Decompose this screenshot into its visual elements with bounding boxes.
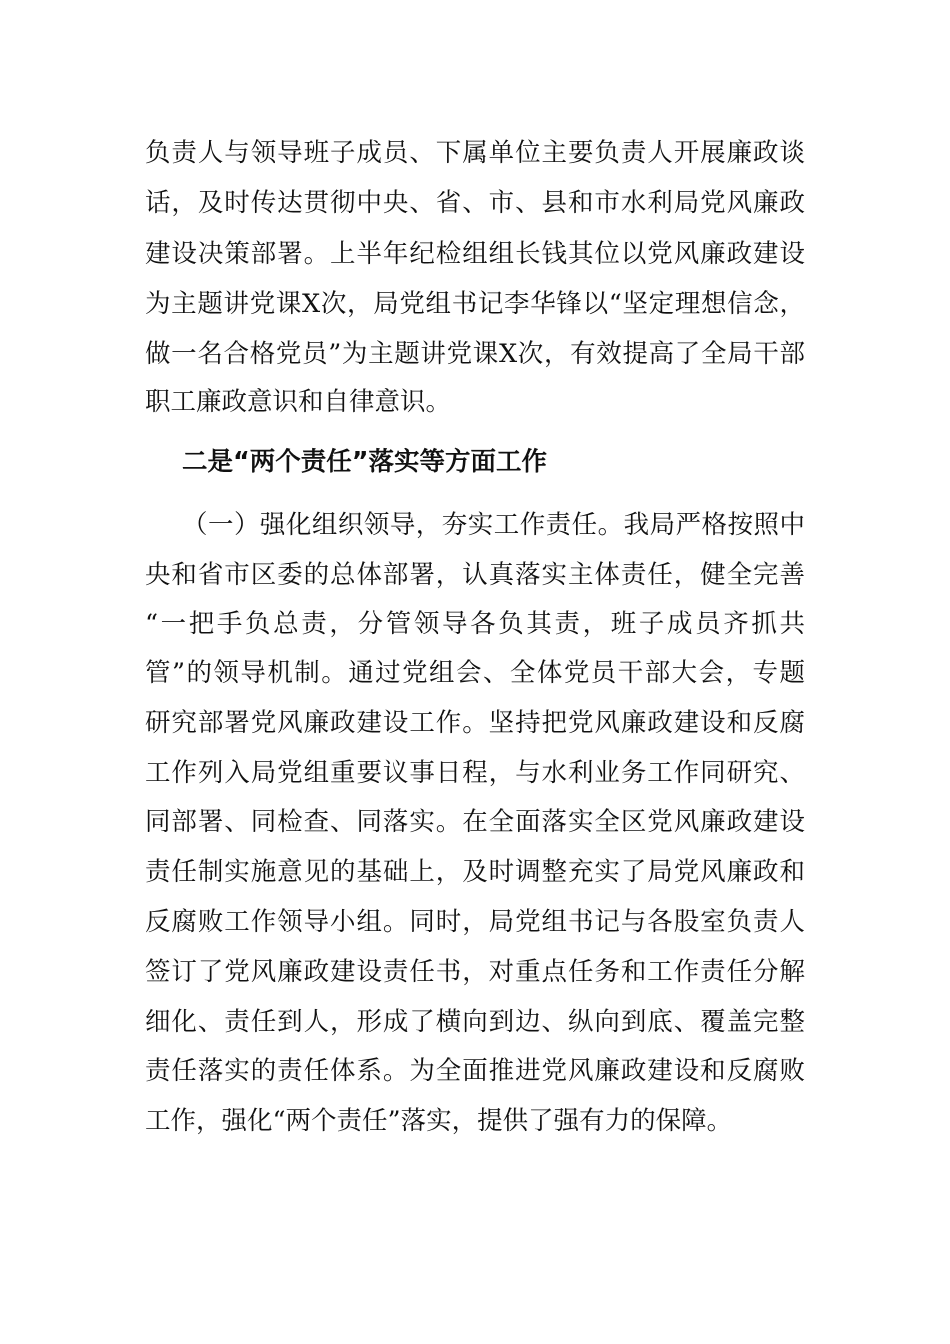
body-text-line: 话，及时传达贯彻中央、省、市、县和市水利局党风廉政 — [145, 188, 805, 218]
body-text-line: 职工廉政意识和自律意识。 — [145, 387, 452, 417]
body-text-line: 央和省市区委的总体部署，认真落实主体责任，健全完善 — [145, 560, 805, 590]
body-text-line: 签订了党风廉政建设责任书，对重点任务和工作责任分解 — [145, 957, 805, 987]
body-text-line: 反腐败工作领导小组。同时，局党组书记与各股室负责人 — [145, 907, 805, 937]
body-text-line: 细化、责任到人，形成了横向到边、纵向到底、覆盖完整 — [145, 1007, 805, 1037]
body-text-line: 责任制实施意见的基础上，及时调整充实了局党风廉政和 — [145, 857, 805, 887]
body-text-line: 建设决策部署。上半年纪检组组长钱其位以党风廉政建设 — [145, 239, 805, 269]
body-text-line: （一）强化组织领导，夯实工作责任。我局严格按照中 — [182, 510, 805, 540]
body-text-line: 研究部署党风廉政建设工作。坚持把党风廉政建设和反腐 — [145, 708, 805, 738]
body-text-line: 工作，强化“两个责任”落实，提供了强有力的保障。 — [145, 1106, 733, 1136]
body-text-line: 负责人与领导班子成员、下属单位主要负责人开展廉政谈 — [145, 138, 805, 168]
section-heading: 二是“两个责任”落实等方面工作 — [182, 447, 548, 477]
body-text-line: “一把手负总责，分管领导各负其责，班子成员齐抓共 — [145, 609, 805, 639]
body-text-line: 责任落实的责任体系。为全面推进党风廉政建设和反腐败 — [145, 1056, 805, 1086]
body-text-line: 同部署、同检查、同落实。在全面落实全区党风廉政建设 — [145, 807, 805, 837]
body-text-line: 为主题讲党课X次，局党组书记李华锋以“坚定理想信念， — [145, 289, 805, 319]
body-text-line: 做一名合格党员”为主题讲党课X次，有效提高了全局干部 — [145, 339, 805, 369]
body-text-line: 管”的领导机制。通过党组会、全体党员干部大会，专题 — [145, 658, 805, 688]
body-text-line: 工作列入局党组重要议事日程，与水利业务工作同研究、 — [145, 758, 805, 788]
